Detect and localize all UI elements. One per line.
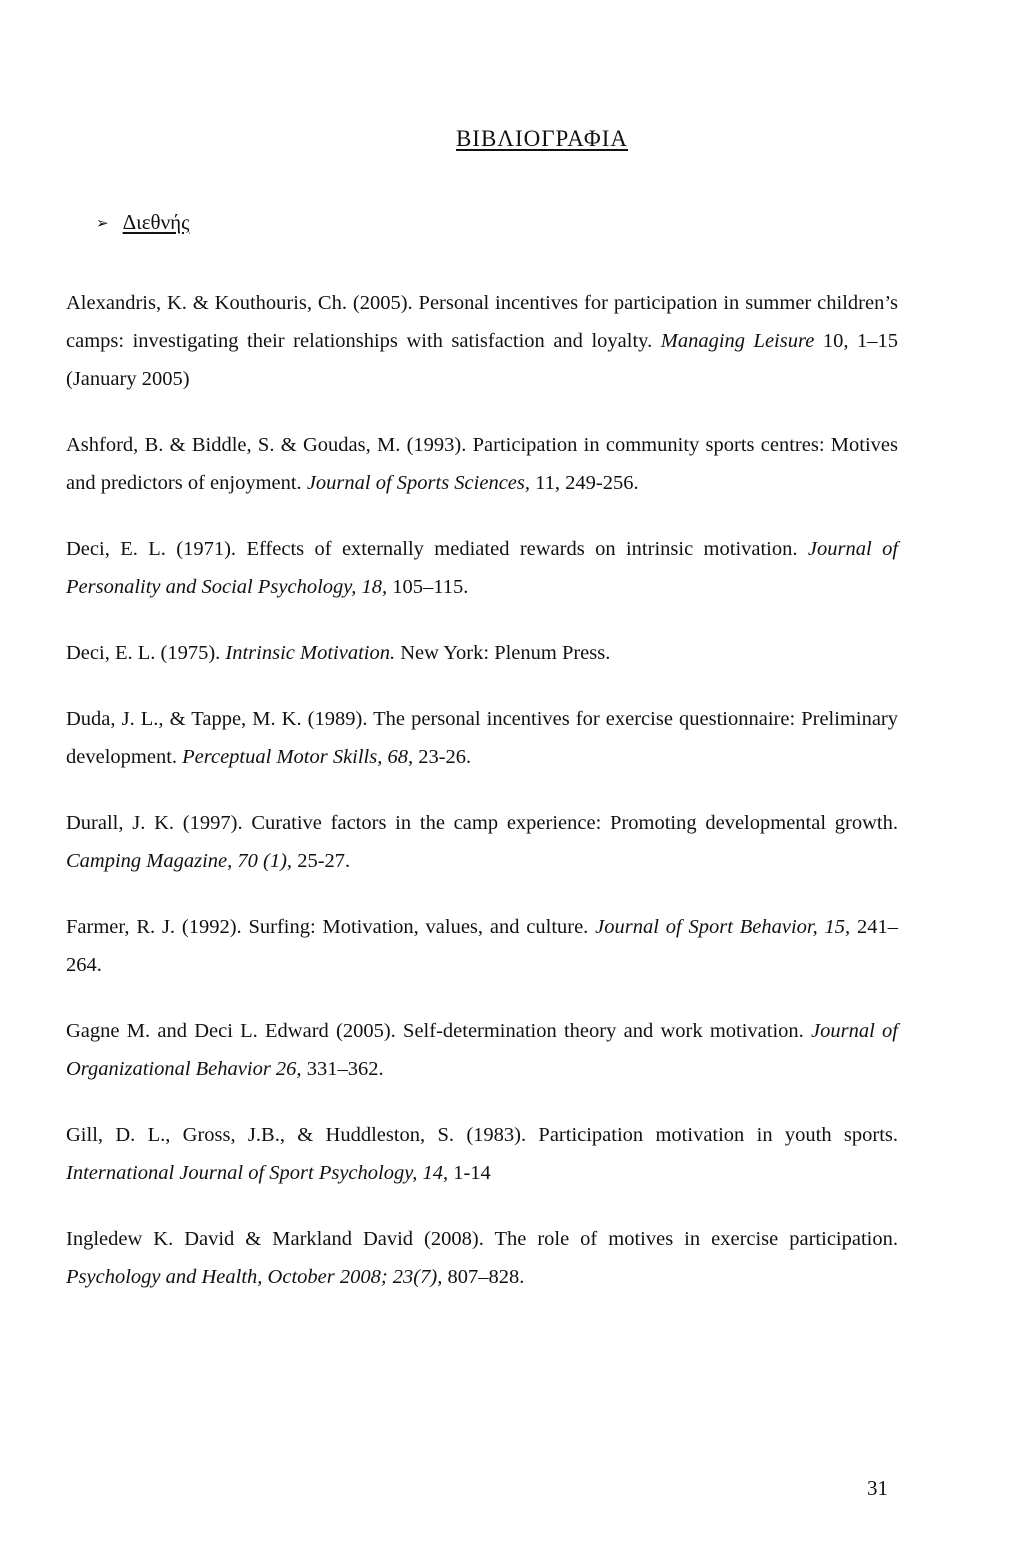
- section-heading-label: Διεθνής: [122, 210, 190, 234]
- reference-text: Alexandris, K. & Kouthouris, Ch. (2005). Personal incentives for participation in summer children’s camps: investigating their relationships with satisfaction and loyalty.: [66, 292, 898, 352]
- reference-details: 331–362.: [301, 1058, 384, 1080]
- reference-entry: [66, 426, 898, 502]
- reference-text: Gagne M. and Deci L. Edward (2005). Self-determination theory and work motivation.: [66, 1020, 812, 1042]
- reference-details: 105–115.: [387, 576, 469, 598]
- reference-source: Intrinsic Motivation.: [225, 642, 396, 664]
- reference-details: 1-14: [448, 1162, 491, 1184]
- reference-entry: [66, 530, 898, 606]
- reference-text: Ingledew K. David & Markland David (2008). The role of motives in exercise participation.: [66, 1228, 898, 1250]
- reference-entry: [66, 908, 898, 984]
- reference-entry: [66, 1220, 898, 1296]
- reference-entry: [66, 284, 898, 398]
- reference-details: 10, 1–15 (January 2005): [66, 330, 899, 390]
- page-title: ΒΙΒΛΙΟΓΡΑΦΙΑ: [455, 126, 629, 151]
- reference-details: 241–264.: [66, 916, 899, 976]
- reference-source: International Journal of Sport Psychology, 14,: [66, 1162, 449, 1184]
- reference-entry: [66, 634, 898, 672]
- reference-text: Durall, J. K. (1997). Curative factors in the camp experience: Promoting developmental growth.: [66, 812, 898, 834]
- reference-text: Deci, E. L. (1975).: [66, 642, 226, 664]
- reference-source: Journal of Sport Behavior, 15,: [595, 916, 851, 938]
- reference-source: Managing Leisure: [660, 330, 815, 352]
- reference-text: Ashford, B. & Biddle, S. & Goudas, M. (1993). Participation in community sports centres: Motives and predictors of enjoyment.: [66, 434, 898, 494]
- reference-details: 25-27.: [292, 850, 351, 872]
- reference-source: Psychology and Health, October 2008; 23(7),: [66, 1266, 443, 1288]
- reference-details: New York: Plenum Press.: [395, 642, 611, 664]
- reference-entry: [66, 700, 898, 776]
- reference-details: 23-26.: [413, 746, 472, 768]
- reference-source: Camping Magazine, 70 (1),: [66, 850, 293, 872]
- reference-entry: [66, 1116, 898, 1192]
- reference-text: Duda, J. L., & Tappe, M. K. (1989). The personal incentives for exercise questionnaire: Preliminary development.: [66, 708, 898, 768]
- reference-source: Perceptual Motor Skills, 68,: [182, 746, 414, 768]
- reference-text: Farmer, R. J. (1992). Surfing: Motivation, values, and culture.: [66, 916, 596, 938]
- reference-source: Journal of Sports Sciences,: [306, 472, 531, 494]
- reference-source: Journal of Organizational Behavior 26,: [66, 1020, 898, 1080]
- page-number: 31: [867, 1476, 888, 1500]
- reference-details: 807–828.: [442, 1266, 525, 1288]
- reference-source: Journal of Personality and Social Psychology, 18,: [66, 538, 899, 598]
- arrow-bullet-icon: ➢: [96, 213, 109, 232]
- reference-list: [66, 284, 898, 1296]
- reference-details: 11, 249-256.: [530, 472, 639, 494]
- reference-text: Gill, D. L., Gross, J.B., & Huddleston, S. (1983). Participation motivation in youth sports.: [66, 1124, 898, 1146]
- section-heading: [96, 210, 189, 235]
- reference-entry: [66, 804, 898, 880]
- reference-entry: [66, 1012, 898, 1088]
- reference-text: Deci, E. L. (1971). Effects of externally mediated rewards on intrinsic motivation.: [66, 538, 808, 560]
